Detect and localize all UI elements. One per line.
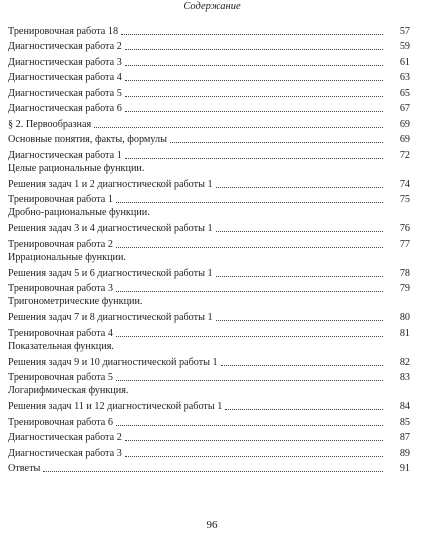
toc-entry[interactable] bbox=[8, 429, 410, 445]
toc-entry-title: § 2. Первообразная bbox=[8, 118, 92, 130]
toc-entry[interactable] bbox=[8, 115, 410, 131]
toc-entry-title: Тренировочная работа 6 bbox=[8, 416, 113, 428]
toc-entry-title: Тренировочная работа 3 bbox=[8, 283, 113, 294]
toc-entry-title: Тренировочная работа 4 bbox=[8, 327, 113, 339]
dot-leader bbox=[221, 365, 383, 366]
toc-entry[interactable] bbox=[8, 146, 410, 162]
dot-leader bbox=[170, 142, 383, 143]
toc-entry[interactable] bbox=[8, 460, 410, 476]
toc-entry-title: Решения задач 3 и 4 диагностической работы 1 bbox=[8, 223, 213, 234]
dot-leader bbox=[125, 49, 383, 50]
toc-section-heading: Показательная функция. bbox=[8, 340, 114, 352]
toc-entry-title: Диагностическая работа 1 bbox=[8, 149, 122, 161]
dot-leader bbox=[116, 425, 383, 426]
dot-leader bbox=[216, 187, 383, 188]
dot-leader bbox=[116, 202, 383, 203]
toc-entry[interactable] bbox=[8, 264, 410, 280]
toc-entry-title: Решения задач 9 и 10 диагностической работы 1 bbox=[8, 356, 218, 368]
toc-entry[interactable] bbox=[8, 191, 410, 207]
dot-leader bbox=[116, 247, 383, 248]
toc-entry[interactable] bbox=[8, 53, 410, 69]
dot-leader bbox=[125, 80, 383, 81]
toc-entry-page: 75 bbox=[399, 194, 410, 205]
toc-entry-title: Тренировочная работа 2 bbox=[8, 238, 113, 250]
toc-entry[interactable] bbox=[8, 398, 410, 414]
toc-section-heading: Тригонометрические функции. bbox=[8, 296, 143, 307]
dot-leader bbox=[216, 231, 383, 232]
toc-entry-title: Основные понятия, факты, формулы bbox=[8, 134, 167, 145]
toc-entry-page: 61 bbox=[399, 56, 410, 68]
dot-leader bbox=[94, 127, 383, 128]
toc-entry[interactable] bbox=[8, 369, 410, 385]
toc-entry[interactable] bbox=[8, 220, 410, 236]
toc-entry-page: 83 bbox=[399, 372, 410, 383]
dot-leader bbox=[125, 440, 383, 441]
toc-section-heading: Целые рациональные функции. bbox=[8, 162, 145, 174]
toc-entry[interactable] bbox=[8, 131, 410, 147]
toc-section-heading: Иррациональные функции. bbox=[8, 251, 126, 263]
toc-entry[interactable] bbox=[8, 38, 410, 54]
toc-entry-page: 57 bbox=[399, 25, 410, 37]
toc-entry-title: Решения задач 5 и 6 диагностической работы 1 bbox=[8, 267, 213, 279]
dot-leader bbox=[125, 111, 383, 112]
toc-entry[interactable] bbox=[8, 444, 410, 460]
toc-entry-page: 91 bbox=[399, 463, 410, 474]
dot-leader bbox=[216, 320, 383, 321]
toc-entry-title: Диагностическая работа 5 bbox=[8, 87, 122, 99]
dot-leader bbox=[125, 65, 383, 66]
toc-entry-page: 82 bbox=[399, 356, 410, 368]
toc-entry[interactable] bbox=[8, 353, 410, 369]
toc-entry[interactable] bbox=[8, 84, 410, 100]
table-of-contents bbox=[8, 22, 410, 475]
toc-entry-page: 80 bbox=[399, 312, 410, 323]
dot-leader bbox=[43, 471, 383, 472]
toc-entry-page: 76 bbox=[399, 223, 410, 234]
toc-entry-page: 69 bbox=[399, 134, 410, 145]
toc-entry-title: Ответы bbox=[8, 463, 41, 474]
toc-entry-page: 81 bbox=[399, 327, 410, 339]
toc-entry[interactable] bbox=[8, 309, 410, 325]
toc-entry-title: Тренировочная работа 18 bbox=[8, 25, 119, 37]
toc-entry[interactable] bbox=[8, 235, 410, 251]
toc-entry-page: 69 bbox=[399, 118, 410, 130]
dot-leader bbox=[116, 336, 383, 337]
dot-leader bbox=[125, 456, 383, 457]
toc-entry-page: 59 bbox=[399, 41, 410, 52]
toc-entry-page: 77 bbox=[399, 238, 410, 250]
toc-entry-page: 89 bbox=[399, 447, 410, 459]
dot-leader bbox=[116, 291, 383, 292]
page-header: Содержание bbox=[183, 1, 241, 12]
toc-entry-page: 67 bbox=[399, 103, 410, 114]
page-number: 96 bbox=[206, 519, 218, 531]
toc-entry-title: Тренировочная работа 5 bbox=[8, 372, 113, 383]
toc-entry[interactable] bbox=[8, 22, 410, 38]
toc-entry-title: Диагностическая работа 3 bbox=[8, 56, 122, 68]
toc-entry-page: 72 bbox=[399, 149, 410, 161]
dot-leader bbox=[216, 276, 383, 277]
toc-entry-title: Тренировочная работа 1 bbox=[8, 194, 113, 205]
toc-entry[interactable] bbox=[8, 280, 410, 296]
dot-leader bbox=[125, 158, 383, 159]
toc-entry[interactable] bbox=[8, 175, 410, 191]
toc-entry-page: 65 bbox=[399, 87, 410, 99]
toc-section-heading: Логарифмическая функция. bbox=[8, 385, 129, 396]
toc-entry-page: 63 bbox=[399, 72, 410, 83]
dot-leader bbox=[116, 380, 383, 381]
dot-leader bbox=[225, 409, 383, 410]
toc-entry[interactable] bbox=[8, 324, 410, 340]
dot-leader bbox=[125, 96, 383, 97]
toc-entry-title: Диагностическая работа 2 bbox=[8, 41, 122, 52]
dot-leader bbox=[121, 34, 383, 35]
toc-entry-page: 87 bbox=[399, 432, 410, 443]
toc-entry-page: 74 bbox=[399, 178, 410, 190]
toc-entry[interactable] bbox=[8, 413, 410, 429]
toc-entry-page: 85 bbox=[399, 416, 410, 428]
toc-entry-title: Решения задач 11 и 12 диагностической работы 1 bbox=[8, 401, 223, 412]
toc-entry-title: Диагностическая работа 4 bbox=[8, 72, 122, 83]
toc-entry-page: 78 bbox=[399, 267, 410, 279]
toc-entry-title: Диагностическая работа 3 bbox=[8, 447, 122, 459]
toc-entry-title: Решения задач 1 и 2 диагностической работы 1 bbox=[8, 178, 213, 190]
toc-section-heading: Дробно-рациональные функции. bbox=[8, 207, 150, 218]
toc-entry-title: Диагностическая работа 2 bbox=[8, 432, 122, 443]
toc-entry-page: 84 bbox=[399, 401, 410, 412]
toc-entry-title: Диагностическая работа 6 bbox=[8, 103, 122, 114]
toc-entry[interactable] bbox=[8, 69, 410, 85]
toc-entry-title: Решения задач 7 и 8 диагностической работы 1 bbox=[8, 312, 213, 323]
toc-entry[interactable] bbox=[8, 100, 410, 116]
toc-entry-page: 79 bbox=[399, 283, 410, 294]
